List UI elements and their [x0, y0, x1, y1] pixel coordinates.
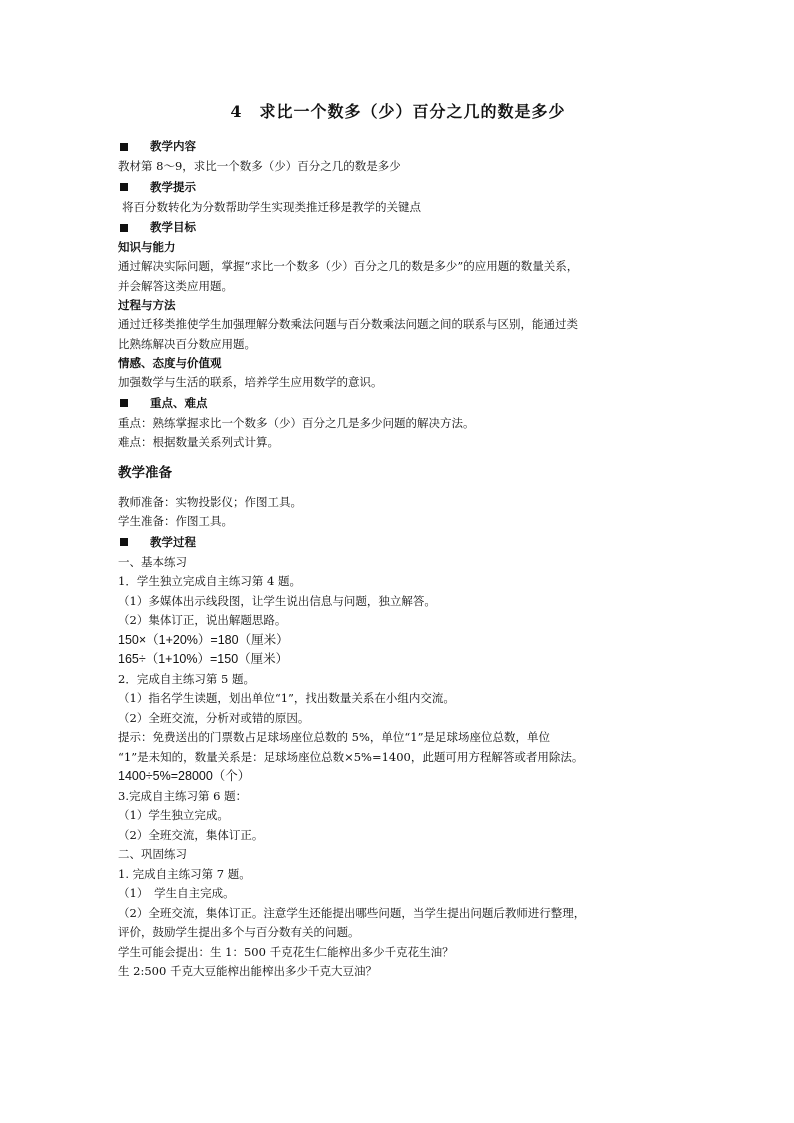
goal-text: 通过解决实际问题，掌握“求比一个数多（少）百分之几的数是多少”的应用题的数量关系，	[118, 259, 579, 273]
page-title: 4 求比一个数多（少）百分之几的数是多少	[230, 102, 566, 121]
document-body	[118, 100, 678, 982]
process-line: 生 2:500 千克大豆能榨出能榨出多少千克大豆油？	[118, 964, 377, 978]
formula-line: 150×（1+20%）=180（厘米）	[118, 632, 289, 647]
goal-text: 通过迁移类推使学生加强理解分数乘法问题与百分数乘法问题之间的联系与区别，能通过类	[118, 317, 578, 331]
goal-text: 比熟练解决百分数应用题。	[118, 336, 256, 351]
key-text: 重点：熟练掌握求比一个数多（少）百分之几是多少问题的解决方法。	[118, 415, 475, 430]
square-bullet-icon	[120, 538, 128, 546]
square-bullet-icon	[120, 143, 128, 151]
process-line: 3.完成自主练习第 6 题：	[118, 788, 248, 803]
goal-text: 并会解答这类应用题。	[118, 278, 233, 293]
process-line: （1）学生独立完成。	[118, 808, 229, 822]
section-heading-prep: 教学准备	[118, 464, 172, 481]
prep-text: 教师准备：实物投影仪；作图工具。	[118, 494, 302, 509]
process-line: （1） 学生自主完成。	[118, 886, 235, 900]
section-heading-key: 重点、难点	[118, 393, 678, 414]
process-line: 1．学生独立完成自主练习第 4 题。	[118, 574, 301, 588]
process-line: （2）全班交流，集体订正。注意学生还能提出哪些问题，当学生提出问题后教师进行整理，	[118, 905, 586, 920]
process-line: 二、巩固练习	[118, 847, 187, 861]
process-line: （1）多媒体出示线段图，让学生说出信息与问题，独立解答。	[118, 593, 436, 608]
section-heading-tip: 教学提示	[118, 177, 678, 198]
square-bullet-icon	[120, 399, 128, 407]
content-text: 教材第 8～9，求比一个数多（少）百分之几的数是多少	[118, 159, 401, 173]
formula-line: 1400÷5%=28000（个）	[118, 769, 251, 783]
goal-subheading-emotion: 情感、态度与价值观	[118, 356, 222, 370]
tip-text: 将百分数转化为分数帮助学生实现类推迁移是教学的关键点	[122, 199, 421, 214]
process-line: 2．完成自主练习第 5 题。	[118, 671, 255, 686]
goal-subheading-process: 过程与方法	[118, 298, 176, 312]
process-line: 学生可能会提出：生 1：500 千克花生仁能榨出多少千克花生油？	[118, 944, 454, 959]
process-line: （2）全班交流，集体订正。	[118, 827, 264, 842]
section-heading-process: 教学过程	[118, 532, 678, 553]
prep-text: 学生准备：作图工具。	[118, 514, 233, 528]
process-line: 一、基本练习	[118, 554, 187, 569]
process-line: （2）全班交流，分析对或错的原因。	[118, 710, 310, 725]
section-heading-content: 教学内容	[118, 136, 678, 157]
process-line: 评价，鼓励学生提出多个与百分数有关的问题。	[118, 925, 360, 939]
formula-line: 165÷（1+10%）=150（厘米）	[118, 652, 289, 666]
section-heading-goal: 教学目标	[118, 217, 678, 238]
square-bullet-icon	[120, 224, 128, 232]
process-line: （2）集体订正，说出解题思路。	[118, 613, 287, 627]
goal-text: 加强数学与生活的联系，培养学生应用数学的意识。	[118, 375, 383, 389]
process-line: （1）指名学生读题，划出单位“1”，找出数量关系在小组内交流。	[118, 691, 455, 705]
goal-subheading-knowledge: 知识与能力	[118, 240, 176, 254]
key-text: 难点：根据数量关系列式计算。	[118, 435, 279, 449]
square-bullet-icon	[120, 183, 128, 191]
process-line: 1. 完成自主练习第 7 题。	[118, 866, 251, 881]
process-line: 提示：免费送出的门票数占足球场座位总数的 5%，单位“1”是足球场座位总数，单位	[118, 730, 550, 744]
process-line: “1”是未知的，数量关系是：足球场座位总数×5%=1400，此题可用方程解答或者用除法。	[118, 749, 584, 764]
